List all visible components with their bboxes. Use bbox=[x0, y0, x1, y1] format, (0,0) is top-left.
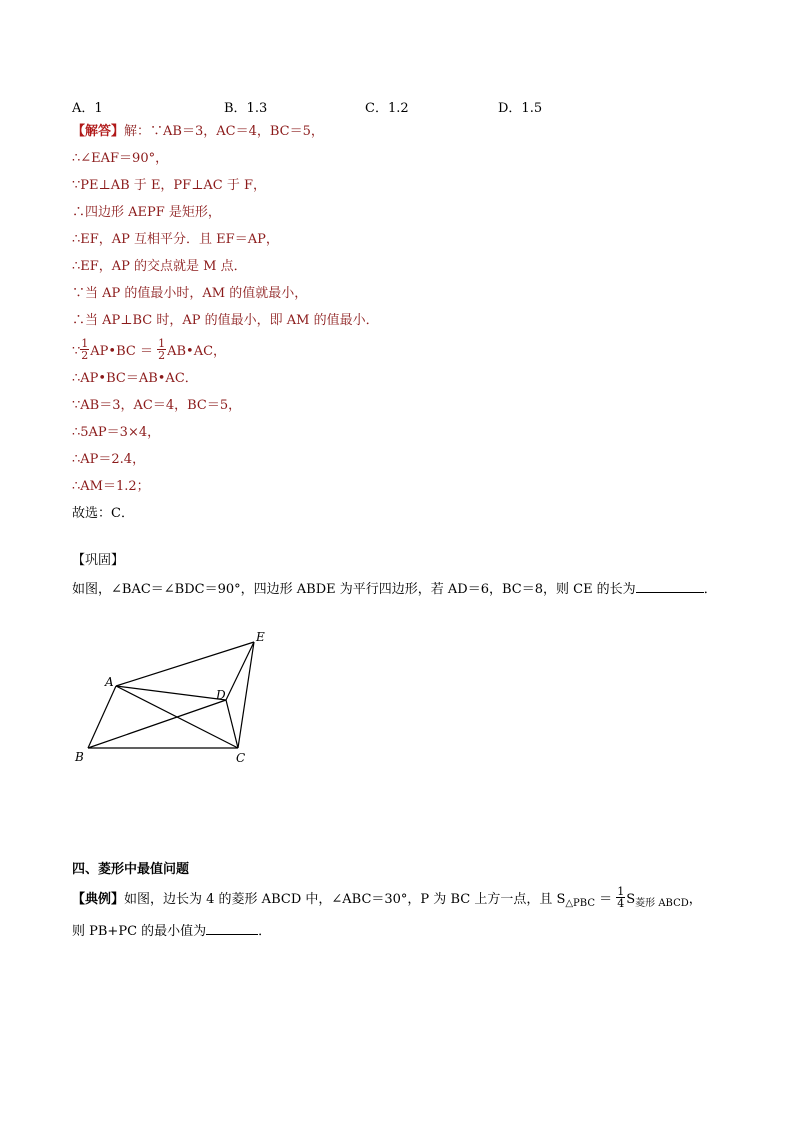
equation-right: AB•AC， bbox=[167, 344, 227, 359]
label-a: A bbox=[105, 675, 114, 689]
label-d: D bbox=[216, 688, 226, 702]
solution-block bbox=[72, 124, 732, 533]
solution-line: ∴AP＝2.4， bbox=[72, 452, 146, 467]
example-text: 如图，边长为 4 的菱形 ABCD 中，∠ABC＝30°，P 为 BC 上方一点，且 S bbox=[124, 892, 566, 907]
figure-lines bbox=[88, 642, 254, 748]
because-symbol: ∵ bbox=[72, 344, 81, 359]
segment-ae bbox=[116, 642, 254, 686]
subscript-rhombus: 菱形 ABCD bbox=[635, 898, 689, 909]
section-title: 四、菱形中最值问题 bbox=[72, 862, 190, 877]
fraction-numerator: 1 bbox=[617, 885, 625, 898]
solution-line: ∴AP•BC＝AB•AC． bbox=[72, 371, 198, 386]
example-problem bbox=[72, 882, 732, 942]
solution-line: ∴四边形 AEPF 是矩形， bbox=[72, 205, 221, 220]
label-b: B bbox=[75, 750, 84, 764]
equals-sign: ＝ bbox=[594, 892, 617, 907]
example-question: 则 PB+PC 的最小值为 bbox=[72, 924, 207, 939]
solution-text: 解：∵AB＝3，AC＝4，BC＝5， bbox=[124, 124, 324, 139]
fraction-denominator: 2 bbox=[158, 349, 166, 362]
label-c: C bbox=[236, 751, 246, 765]
label-e: E bbox=[256, 630, 265, 644]
solution-line: ∴当 AP⊥BC 时，AP 的值最小，即 AM 的值最小． bbox=[72, 313, 379, 328]
segment-ad bbox=[116, 686, 226, 700]
segment-dc bbox=[226, 700, 238, 748]
example-line-2 bbox=[72, 920, 732, 942]
problem-text: 如图，∠BAC＝∠BDC＝90°，四边形 ABDE 为平行四边形，若 AD＝6，BC＝8，则 CE 的长为 bbox=[72, 582, 636, 597]
example-period: ． bbox=[258, 924, 272, 939]
problem-period: ． bbox=[703, 582, 717, 597]
fraction-quarter bbox=[616, 886, 625, 909]
answer-options bbox=[72, 97, 712, 117]
solution-line: ∵AB＝3，AC＝4，BC＝5， bbox=[72, 398, 242, 413]
solution-line: ∴EF，AP 的交点就是 M 点． bbox=[72, 259, 247, 274]
answer-blank[interactable] bbox=[206, 920, 258, 935]
answer-blank[interactable] bbox=[636, 578, 704, 593]
subscript-pbc: △PBC bbox=[565, 898, 595, 909]
option-b: B．1.3 bbox=[224, 101, 268, 116]
solution-line: ∴EF，AP 互相平分．且 EF＝AP， bbox=[72, 232, 279, 247]
equation-left: AP•BC ＝ bbox=[90, 344, 158, 359]
solution-line: ∵当 AP 的值最小时，AM 的值就最小， bbox=[72, 286, 308, 301]
solution-choice: 故选：C． bbox=[72, 506, 134, 521]
example-line-1 bbox=[72, 882, 732, 918]
option-a: A．1 bbox=[72, 101, 103, 116]
fraction-numerator: 1 bbox=[81, 337, 89, 350]
example-tag: 【典例】 bbox=[72, 892, 125, 907]
comma: ， bbox=[688, 892, 702, 907]
fraction-half bbox=[80, 338, 89, 361]
option-d: D．1.5 bbox=[498, 101, 543, 116]
solution-line: ∴5AP＝3×4， bbox=[72, 425, 161, 440]
area-symbol: S bbox=[626, 892, 636, 907]
consolidation-problem bbox=[72, 575, 722, 605]
fraction-denominator: 2 bbox=[81, 349, 89, 362]
solution-line: ∴AM＝1.2； bbox=[72, 479, 150, 494]
fraction-half bbox=[157, 338, 166, 361]
fraction-numerator: 1 bbox=[158, 337, 166, 350]
option-c: C．1.2 bbox=[365, 101, 409, 116]
solution-tag: 【解答】 bbox=[72, 124, 125, 139]
consolidation-heading: 【巩固】 bbox=[72, 553, 125, 568]
segment-ba bbox=[88, 686, 116, 748]
geometry-figure bbox=[70, 628, 280, 768]
solution-line bbox=[72, 124, 732, 151]
fraction-denominator: 4 bbox=[617, 897, 625, 910]
solution-line: ∴∠EAF＝90°， bbox=[72, 151, 169, 166]
solution-line-fraction bbox=[72, 337, 732, 371]
solution-line: ∵PE⊥AB 于 E，PF⊥AC 于 F， bbox=[72, 178, 267, 193]
